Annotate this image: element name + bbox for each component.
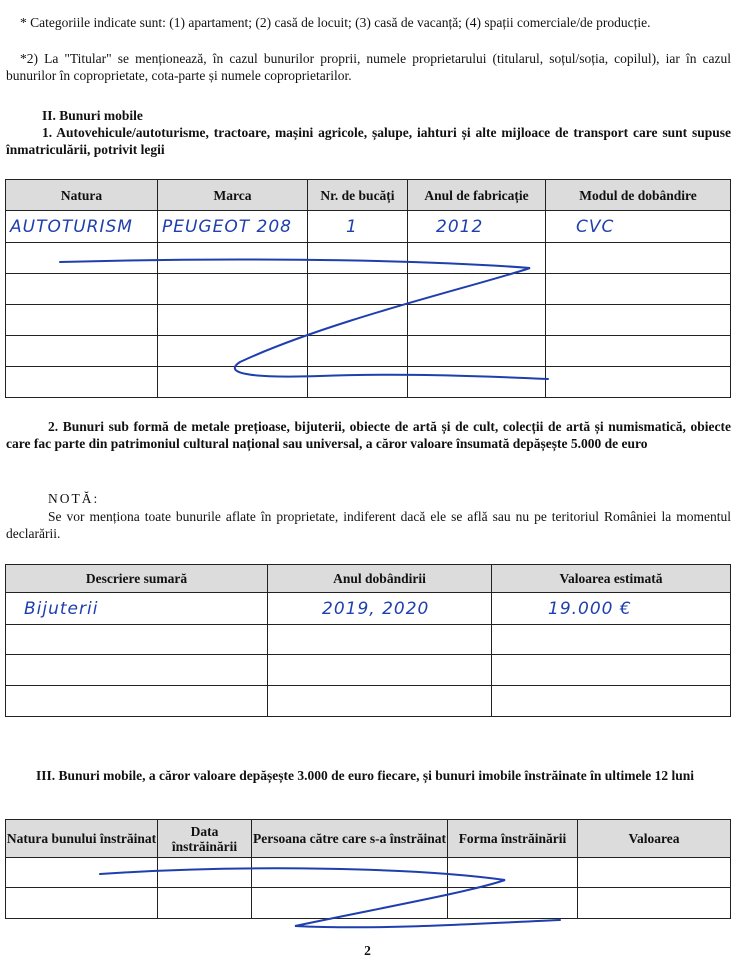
page-number: 2 — [364, 943, 371, 958]
handwritten-anul: 2012 — [436, 216, 484, 237]
subsection-precious-goods: 2. Bunuri sub formă de metale prețioase, bijuterii, obiecte de artă și de cult, colecții de artă și numismatică, obiecte care fac parte din patrimoniul cultural național sau universal, a căror valoare însumată depășește 5.000 de euro — [6, 419, 731, 451]
table-row — [6, 888, 731, 919]
col-header-marca: Marca — [158, 180, 308, 211]
col-header-descriere: Descriere sumară — [6, 565, 268, 593]
table-row — [6, 593, 731, 625]
col-header-anul-dobandirii: Anul dobândirii — [268, 565, 492, 593]
nota-label: NOTĂ: — [48, 491, 100, 506]
table-row — [6, 858, 731, 888]
handwritten-modul: CVC — [576, 216, 615, 237]
handwritten-valoarea: 19.000 € — [548, 598, 632, 619]
col-header-modul-dobandire: Modul de dobândire — [546, 180, 731, 211]
subsection-vehicles: 1. Autovehicule/autoturisme, tractoare, mașini agricole, șalupe, iahturi și alte mijloace de transport care sunt supuse înmatriculării, potrivit legii — [6, 125, 731, 157]
col-header-natura: Natura — [6, 180, 158, 211]
alienated-assets-table — [5, 819, 731, 919]
col-header-nr-bucati: Nr. de bucăți — [308, 180, 408, 211]
col-header-forma-instrainarii: Forma înstrăinării — [448, 820, 578, 858]
col-header-persoana: Persoana către care s-a înstrăinat — [252, 820, 448, 858]
handwritten-nr-bucati: 1 — [346, 216, 358, 237]
col-header-valoarea: Valoarea — [578, 820, 731, 858]
precious-goods-table — [5, 564, 731, 717]
footnote-titular: *2) La "Titular" se menționează, în cazul bunurilor proprii, numele proprietarului (titularul, soțul/soția, copilul), iar în cazul bunurilor în coproprietate, cota-parte și numele coproprietarilor. — [6, 51, 731, 83]
handwritten-anul-dobandirii: 2019, 2020 — [322, 598, 430, 619]
col-header-anul-fabricatiei: Anul de fabricație — [408, 180, 546, 211]
footnote-categories: * Categoriile indicate sunt: (1) apartament; (2) casă de locuit; (3) casă de vacanță; (4) spații comerciale/de producție. — [20, 15, 651, 30]
table-row — [6, 243, 731, 274]
col-header-natura-bunului: Natura bunului înstrăinat — [6, 820, 158, 858]
table-row — [6, 274, 731, 305]
table-row — [6, 211, 731, 243]
handwritten-marca: PEUGEOT 208 — [162, 216, 292, 237]
col-header-valoarea-estimata: Valoarea estimată — [492, 565, 731, 593]
table-row — [6, 686, 731, 717]
table-row — [6, 305, 731, 336]
table-row — [6, 625, 731, 655]
handwritten-descriere: Bijuterii — [24, 598, 99, 619]
nota-text: Se vor menționa toate bunurile aflate în proprietate, indiferent dacă ele se află sau nu pe teritoriul României la momentul declarării. — [6, 509, 731, 541]
table-row — [6, 655, 731, 686]
table-row — [6, 336, 731, 367]
table-row — [6, 367, 731, 398]
section-title-alienated-assets: III. Bunuri mobile, a căror valoare depășește 3.000 de euro fiecare, și bunuri imobile înstrăinate în ultimele 12 luni — [36, 768, 695, 783]
handwritten-natura: AUTOTURISM — [10, 216, 133, 237]
col-header-data-instrainarii: Data înstrăinării — [158, 820, 252, 858]
vehicles-table — [5, 179, 731, 398]
section-title-movable-assets: II. Bunuri mobile — [42, 108, 143, 123]
